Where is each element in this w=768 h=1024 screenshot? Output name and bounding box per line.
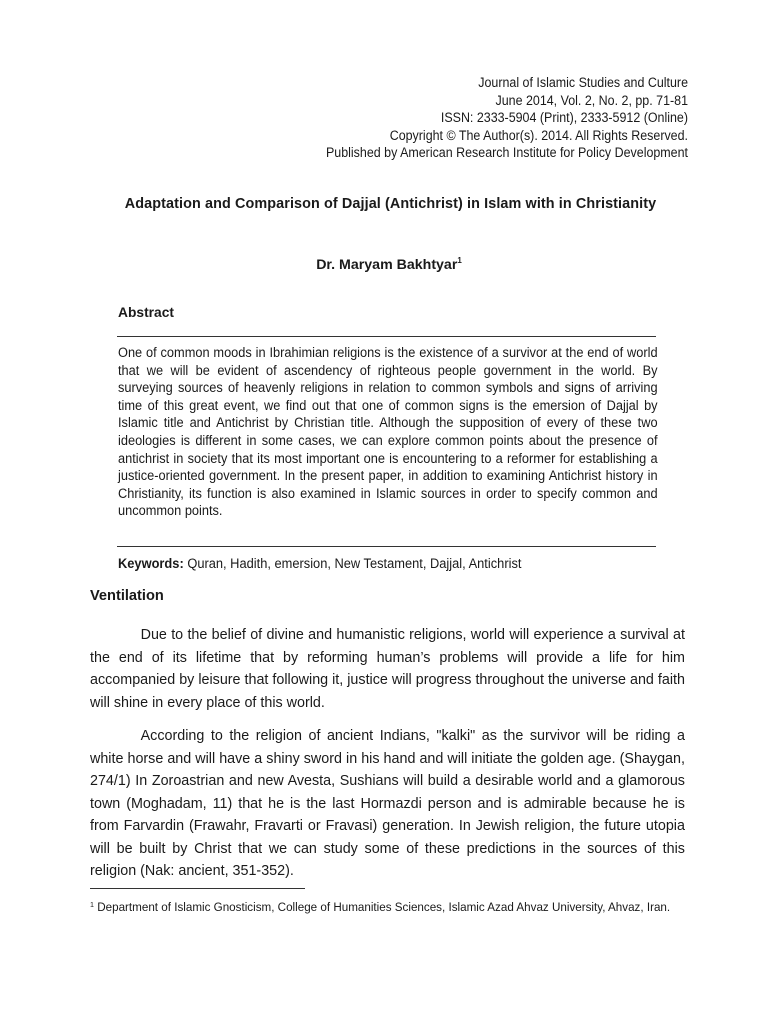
journal-copyright: Copyright © The Author(s). 2014. All Rights Reserved. [389, 127, 688, 143]
keywords-label: Keywords: [118, 556, 184, 571]
paper-title: Adaptation and Comparison of Dajjal (Antichrist) in Islam with in Christianity [124, 196, 657, 212]
journal-issue: June 2014, Vol. 2, No. 2, pp. 71-81 [495, 92, 688, 108]
author-line [0, 256, 768, 273]
journal-info [242, 74, 688, 162]
abstract-bottom-rule [117, 546, 656, 547]
author-name: Dr. Maryam Bakhtyar [316, 257, 458, 273]
body-paragraph-1: Due to the belief of divine and humanistic religions, world will experience a survival at the end of its lifetime that by reforming human’s problems will provide a life for him accompanied by leisure that following it, justice will progress throughout the universe and faith will shine in every place of this world. [90, 626, 685, 711]
keywords-text: Quran, Hadith, emersion, New Testament, Dajjal, Antichrist [187, 556, 522, 571]
footnote-separator [90, 888, 305, 889]
abstract-text: One of common moods in Ibrahimian religions is the existence of a survivor at the end of world that we will be evident of ascendency of righteous people government in the world. By surveying sources of heavenly religions in relation to common symbols and signs of arriving time of this great event, we find out that one of common signs is the emersion of Dajjal by Islamic title and Antichrist by Christian title. Although the supposition of every of these two ideologies is different in some cases, we can explore common points about the presence of antichrist in society that its most important one is encountering to a reformer for establishing a justice-oriented government. In the present paper, in addition to examining Antichrist history in Christianity, its function is also examined in Islamic sources in order to specify common and uncommon points. [118, 345, 658, 519]
footnote-text: Department of Islamic Gnosticism, College of Humanities Sciences, Islamic Azad Ahvaz University, Ahvaz, Iran. [97, 900, 671, 914]
abstract-top-rule [117, 336, 656, 337]
journal-name: Journal of Islamic Studies and Culture [478, 75, 688, 90]
keywords-line [118, 556, 521, 571]
footnote-mark: 1 [90, 900, 94, 909]
abstract-heading: Abstract [118, 305, 174, 320]
journal-publisher: Published by American Research Institute for Policy Development [325, 145, 688, 161]
author-footnote-mark: 1 [457, 256, 462, 265]
body-paragraph-2: According to the religion of ancient Indians, "kalki" as the survivor will be riding a white horse and will have a shiny sword in his hand and will initiate the golden age. (Shaygan, 274/1) In Zoroastrian and new Avesta, Sushians will build a desirable world and a glamorous town (Moghadam, 11) that he is the last Hormazdi person and is admirable because he is from Farvardin (Frawahr, Fravarti or Fravasi) generation. In Jewish religion, the future utopia will be built by Christ that we can study some of these predictions in the sources of this religion (Nak: ancient, 351-352). [90, 727, 685, 879]
section-heading: Ventilation [90, 588, 164, 604]
journal-issn: ISSN: 2333-5904 (Print), 2333-5912 (Online) [440, 110, 688, 126]
footnote [90, 897, 688, 915]
